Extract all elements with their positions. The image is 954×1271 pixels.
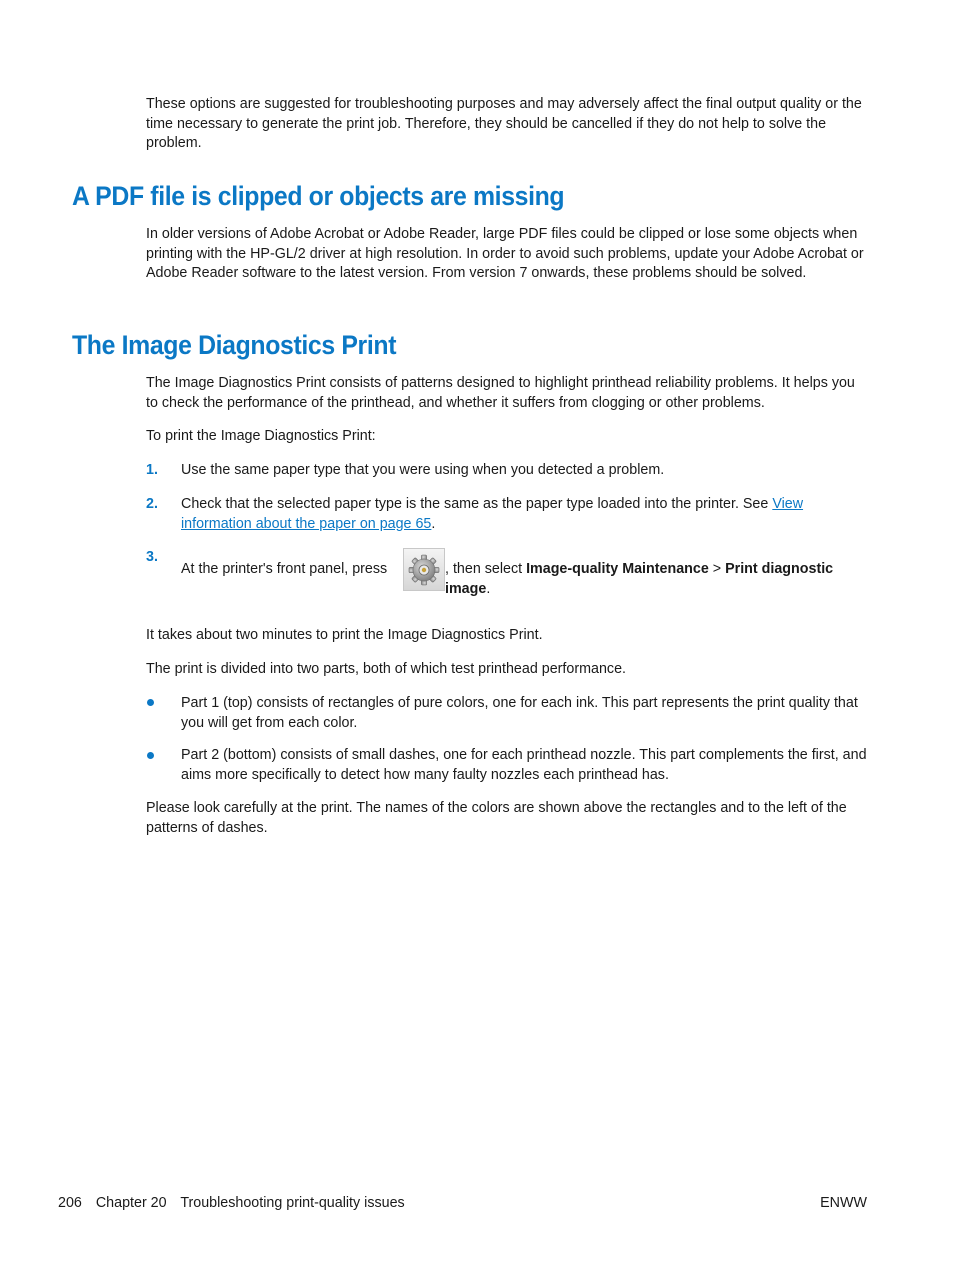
gear-icon xyxy=(407,553,441,587)
step-3-text-middle: , then select xyxy=(445,561,527,577)
step-3-text-after-icon xyxy=(445,560,868,599)
section-title-diagnostics: The Image Diagnostics Print xyxy=(72,330,397,360)
chapter-title: Troubleshooting print-quality issues xyxy=(180,1195,405,1211)
menu-image-quality-maintenance: Image-quality Maintenance xyxy=(526,561,709,577)
chapter-label: Chapter 20 xyxy=(95,1195,167,1211)
step-3-text-after: . xyxy=(486,580,491,597)
steps-lead: To print the Image Diagnostics Print: xyxy=(146,428,376,444)
bullet-item-part-1: Part 1 (top) consists of rectangles of pure colors, one for each ink. This part represents the print quality that you will get from each color. xyxy=(181,695,858,731)
settings-gear-icon[interactable] xyxy=(403,548,445,591)
section-title-pdf: A PDF file is clipped or objects are missing xyxy=(72,181,565,211)
step-2-text-before: Check that the selected paper type is the same as the paper type loaded into the printer. See xyxy=(181,496,773,512)
menu-separator: > xyxy=(708,561,726,577)
step-number-2: 2. xyxy=(146,496,158,512)
bullet-dot-icon xyxy=(147,752,154,759)
step-2-text-after: . xyxy=(431,515,436,532)
footer-locale: ENWW xyxy=(820,1195,867,1211)
bullet-dot-icon xyxy=(147,699,154,706)
bullet-item-part-2: Part 2 (bottom) consists of small dashes, one for each printhead nozzle. This part complements the first, and aims more specifically to detect how many faulty nozzles each printhead has. xyxy=(181,747,867,783)
paper-info-link[interactable]: View information about the paper on page 65 xyxy=(181,496,804,532)
step-text-2 xyxy=(181,495,868,534)
parts-lead: The print is divided into two parts, both of which test printhead performance. xyxy=(146,661,626,677)
page-footer-left xyxy=(58,1194,415,1213)
step-text-1: Use the same paper type that you were using when you detected a problem. xyxy=(181,462,665,478)
page-number: 206 xyxy=(58,1195,82,1211)
closing-paragraph: Please look carefully at the print. The names of the colors are shown above the rectangles and to the left of the patterns of dashes. xyxy=(146,800,847,836)
duration-note: It takes about two minutes to print the Image Diagnostics Print. xyxy=(146,627,543,643)
menu-print-diagnostic-image-label: Print diagnostic image xyxy=(445,561,834,597)
step-3-text-before: At the printer's front panel, press xyxy=(181,561,388,577)
intro-paragraph: These options are suggested for troubleshooting purposes and may adversely affect the final output quality or the time necessary to generate the print job. Therefore, they should be cancelled if they do not help to solve the problem. xyxy=(146,96,862,152)
pdf-section-body: In older versions of Adobe Acrobat or Adobe Reader, large PDF files could be clipped or lose some objects when printing with the HP-GL/2 driver at high resolution. In order to avoid such problems, update your Adobe Acrobat or Adobe Reader software to the latest version. From version 7 onwards, these problems should be solved. xyxy=(146,226,864,282)
diagnostics-intro: The Image Diagnostics Print consists of patterns designed to highlight printhead reliability problems. It helps you to check the performance of the printhead, and whether it suffers from clogging or other problems. xyxy=(146,375,855,411)
step-number-1: 1. xyxy=(146,462,158,478)
step-number-3: 3. xyxy=(146,549,158,565)
